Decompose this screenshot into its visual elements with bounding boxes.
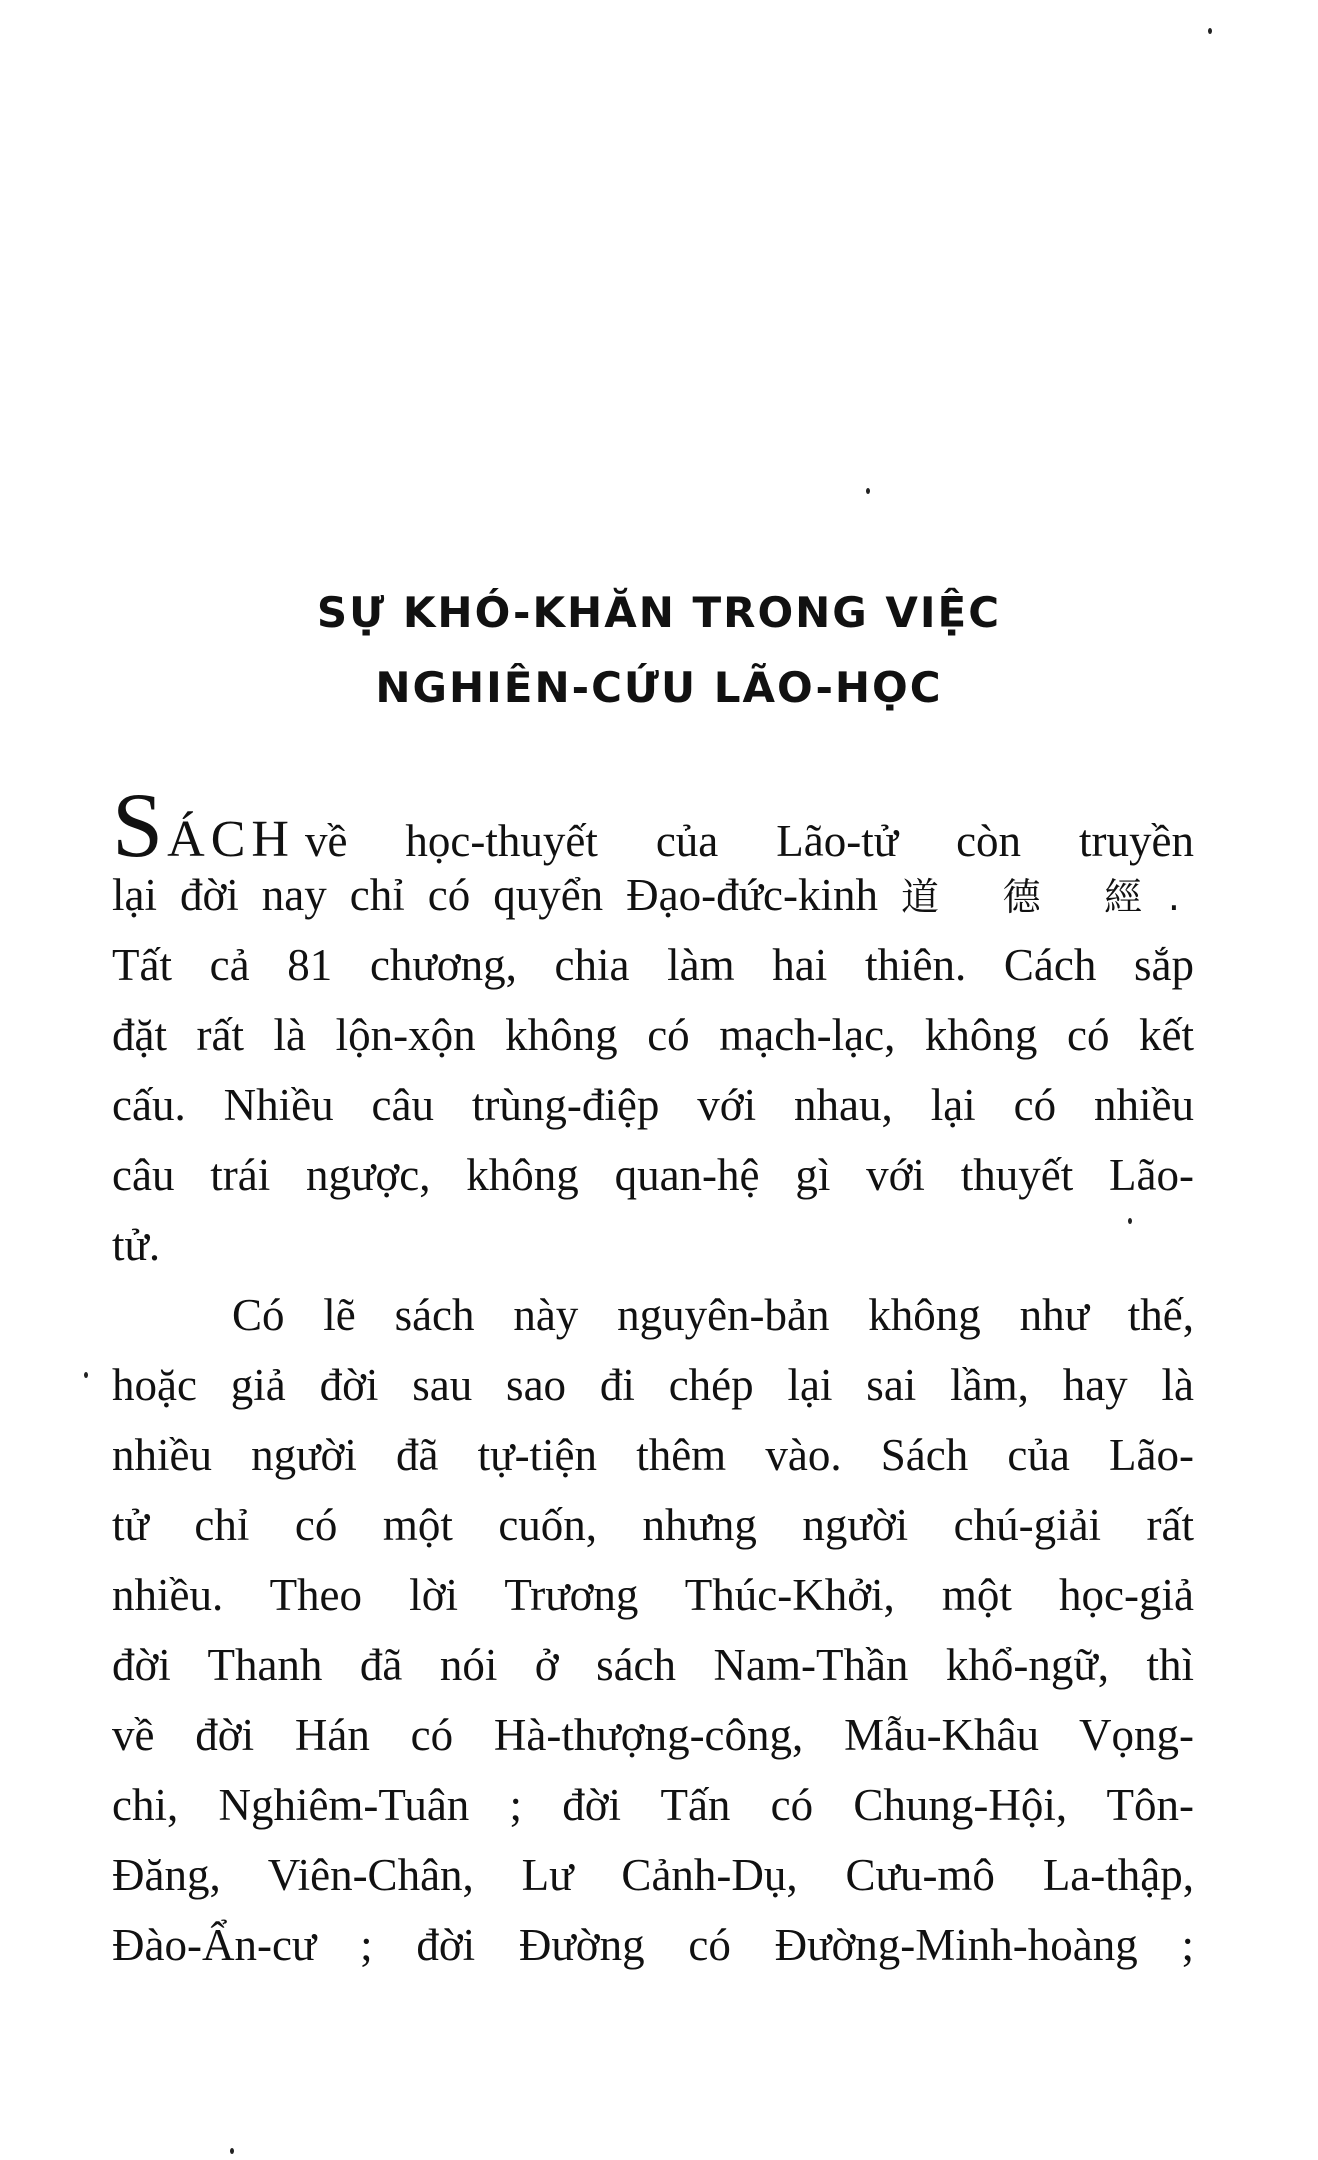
paragraph-text: lại đời nay chỉ có quyển Đạo-đức-kinh [112,870,878,920]
paragraph-2-line-1: Có lẽ sách này nguyên-bản không như thế, [232,1290,1194,1340]
paragraph-2-line-8: chi, Nghiêm-Tuân ; đời Tấn có Chung-Hội, Tôn- [112,1780,1194,1830]
paragraph-1-line-2 [112,865,1194,927]
print-speck [1128,1218,1132,1224]
paragraph-1-line-4: đặt rất là lộn-xộn không có mạch-lạc, không có kết [112,1010,1194,1060]
drop-cap: S [112,774,168,876]
paragraph-text: về học-thuyết của Lão-tử còn truyền [304,816,1194,866]
paragraph-2-line-3: nhiều người đã tự-tiện thêm vào. Sách của Lão- [112,1430,1194,1480]
paragraph-2-line-2: hoặc giả đời sau sao đi chép lại sai lầm, hay là [112,1360,1194,1410]
paragraph-2-line-10: Đào-Ẩn-cư ; đời Đường có Đường-Minh-hoàng ; [112,1920,1194,1970]
paragraph-1-line-3: Tất cả 81 chương, chia làm hai thiên. Cách sắp [112,940,1194,990]
chapter-title-line-1: SỰ KHÓ-KHĂN TRONG VIỆC [316,588,1002,637]
print-speck [84,1372,88,1378]
paragraph-2-line-6: đời Thanh đã nói ở sách Nam-Thần khổ-ngữ, thì [112,1640,1194,1690]
paragraph-1-line-1 [112,774,1194,876]
paragraph-1-line-7: tử. [112,1220,161,1270]
print-speck [866,488,870,494]
drop-cap-continuation: ÁCH [167,811,295,868]
paragraph-2-line-4: tử chỉ có một cuốn, nhưng người chú-giải rất [112,1500,1194,1550]
print-speck [230,2148,234,2154]
paragraph-1-line-6: câu trái ngược, không quan-hệ gì với thuyết Lão- [112,1150,1194,1200]
chapter-title-line-2: NGHIÊN-CỨU LÃO-HỌC [375,663,943,712]
paragraph-2-line-7: về đời Hán có Hà-thượng-công, Mẫu-Khâu Vọng- [112,1710,1194,1760]
print-speck [1208,28,1212,34]
paragraph-1-line-5: cấu. Nhiều câu trùng-điệp với nhau, lại có nhiều [112,1080,1194,1130]
paragraph-2-line-9: Đăng, Viên-Chân, Lư Cảnh-Dụ, Cưu-mô La-thập, [112,1850,1194,1900]
chinese-title: 道 德 經. [901,875,1195,919]
paragraph-2-line-5: nhiều. Theo lời Trương Thúc-Khởi, một học-giả [112,1570,1194,1620]
